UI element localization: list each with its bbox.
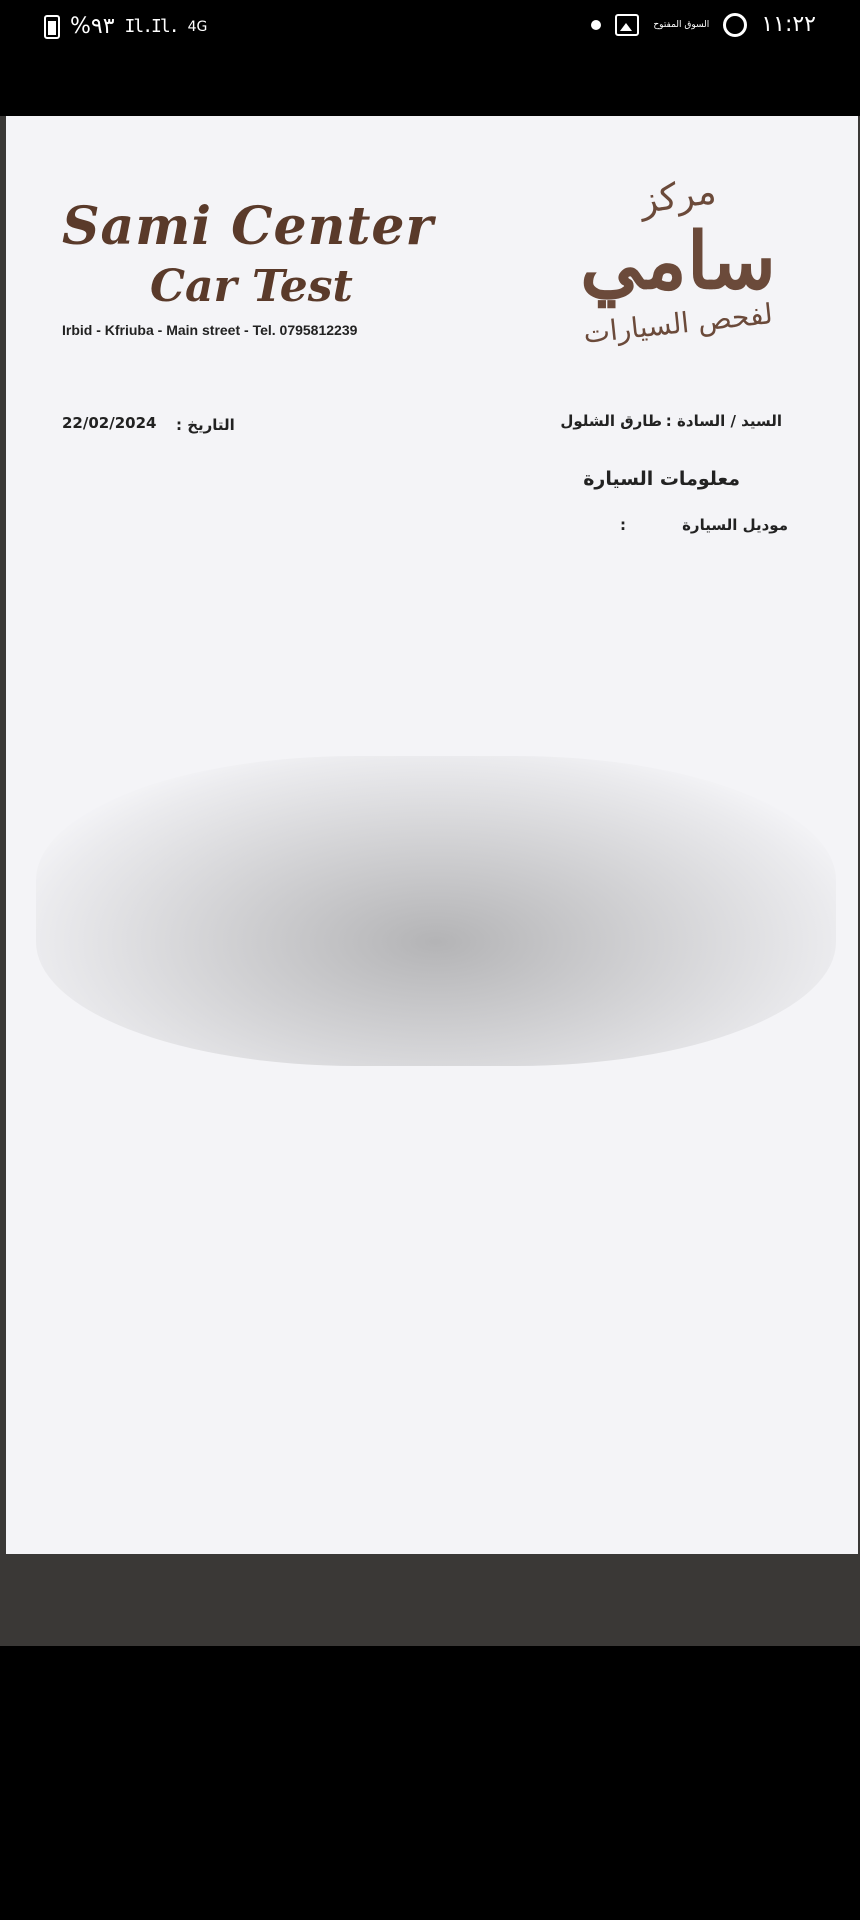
clock: ١١:٢٢ xyxy=(761,12,816,37)
battery-level: %٩٣ xyxy=(70,14,115,39)
customer-name: طارق الشلول xyxy=(560,412,662,430)
status-left xyxy=(44,14,207,39)
network-type: 4G xyxy=(187,18,208,35)
customer-label: السيد / السادة : xyxy=(665,412,782,430)
status-bar xyxy=(0,0,860,56)
brand-name: Sami Center xyxy=(62,196,434,257)
brand-header xyxy=(62,196,434,338)
alarm-icon xyxy=(723,13,747,37)
inspection-document: Sami Center Car Test Irbid - Kfriuba - Main street - Tel. 0795812239 مركز سامي لفحص السيارات التاريخ : 22/02/2024 السيد / السادة : طارق الشلول معلومات السيارة موديل السيارة : xyxy=(6,116,858,1554)
logo-bottom-text: لفحص السيارات xyxy=(581,297,775,350)
notification-dot-icon xyxy=(591,20,601,30)
date-value: 22/02/2024 xyxy=(62,414,157,432)
battery-icon xyxy=(44,15,60,39)
brand-address: Irbid - Kfriuba - Main street - Tel. 0795812239 xyxy=(62,322,358,338)
brand-subtitle: Car Test xyxy=(150,261,353,312)
photo-viewer[interactable] xyxy=(0,116,860,1646)
status-right xyxy=(591,12,816,37)
gallery-icon xyxy=(615,14,639,36)
souq-app-icon: السوق المفتوح xyxy=(653,19,710,30)
date-label: التاريخ : xyxy=(176,416,235,434)
car-info-heading: معلومات السيارة xyxy=(583,468,740,490)
logo-top-text: مركز xyxy=(637,170,719,223)
sami-logo xyxy=(578,170,778,386)
logo-main-text: سامي xyxy=(580,216,776,307)
signal-bars-icon: Il.Il. xyxy=(124,16,178,37)
model-label: موديل السيارة xyxy=(682,516,788,534)
